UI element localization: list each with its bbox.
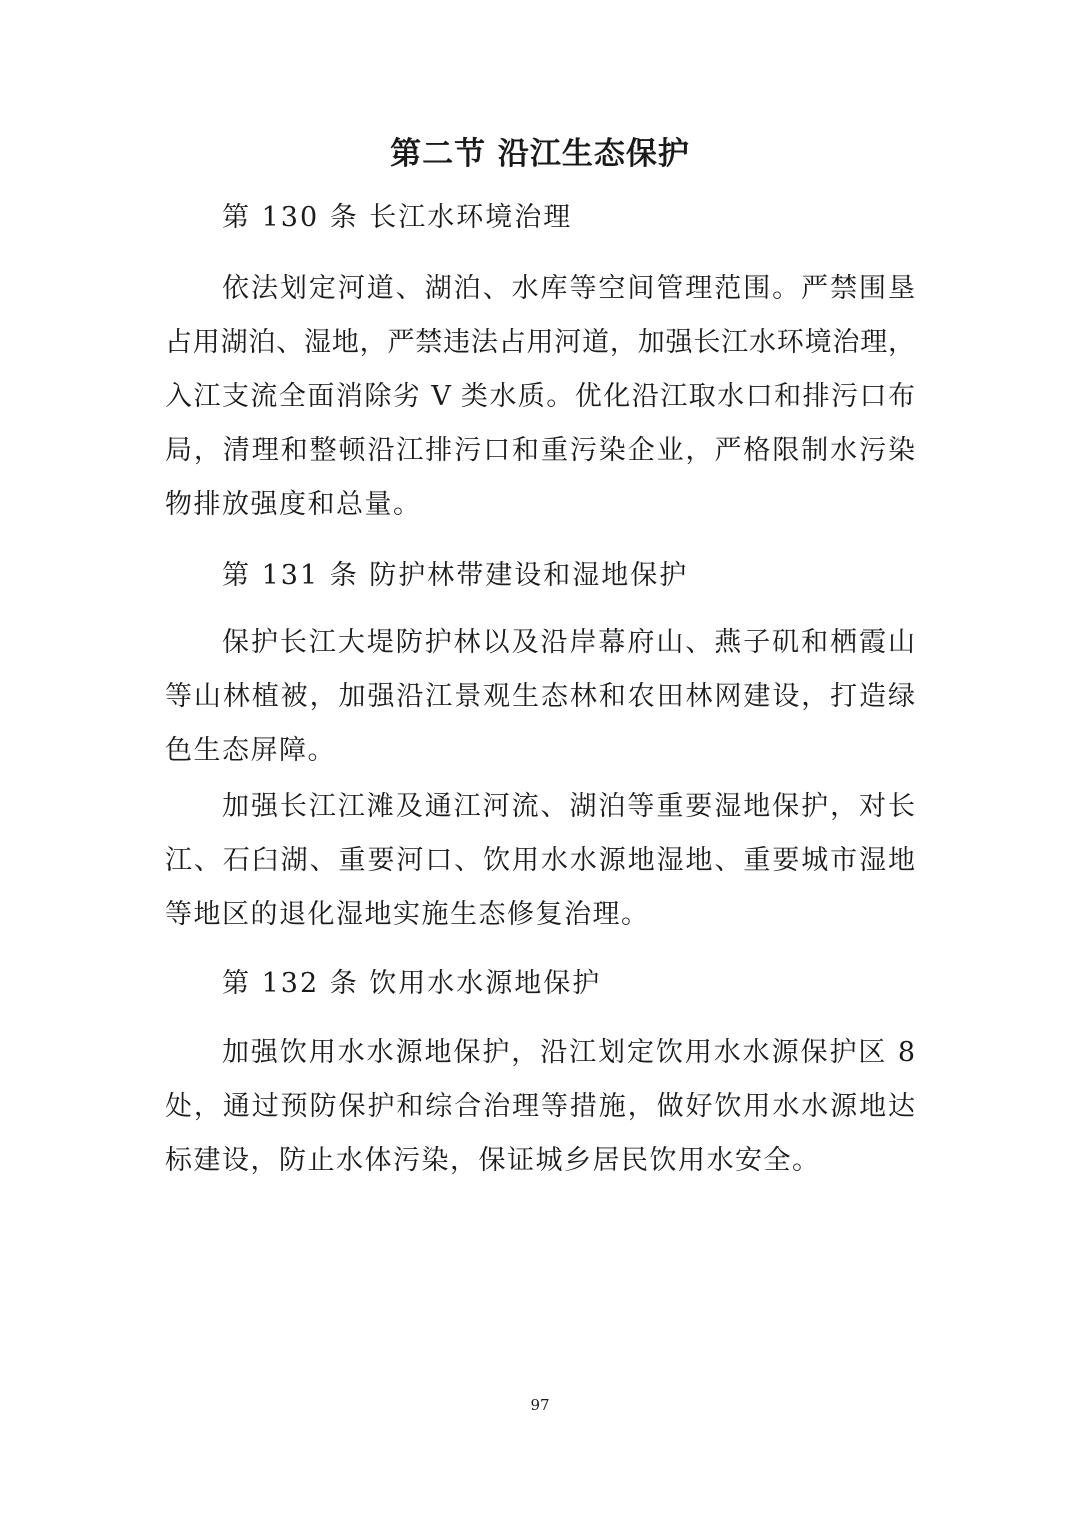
paragraph-line: 局，清理和整顿沿江排污口和重污染企业，严格限制水污染 — [165, 435, 915, 466]
paragraph-line: 江、石臼湖、重要河口、饮用水水源地湿地、重要城市湿地 — [165, 845, 915, 876]
paragraph-line: 等山林植被，加强沿江景观生态林和农田林网建设，打造绿 — [165, 681, 915, 712]
paragraph-line: 物排放强度和总量。 — [165, 489, 422, 520]
article-130-paragraph-1 — [165, 262, 915, 532]
article-131-heading: 第 131 条 防护林带建设和湿地保护 — [222, 560, 689, 591]
paragraph-line: 等地区的退化湿地实施生态修复治理。 — [165, 899, 650, 930]
article-132-paragraph-1 — [165, 1026, 915, 1188]
article-131-paragraph-2 — [165, 780, 915, 942]
paragraph-line: 色生态屏障。 — [165, 735, 336, 766]
article-131-paragraph-1 — [165, 616, 915, 778]
paragraph-line: 加强长江江滩及通江河流、湖泊等重要湿地保护，对长 — [222, 791, 915, 822]
paragraph-line: 入江支流全面消除劣 V 类水质。优化沿江取水口和排污口布 — [165, 381, 915, 412]
paragraph-line: 处，通过预防保护和综合治理等措施，做好饮用水水源地达 — [165, 1091, 915, 1122]
article-130-heading: 第 130 条 长江水环境治理 — [222, 202, 573, 233]
paragraph-line: 加强饮用水水源地保护，沿江划定饮用水水源保护区 8 — [222, 1037, 915, 1068]
paragraph-line: 标建设，防止水体污染，保证城乡居民饮用水安全。 — [165, 1145, 821, 1176]
page-number: 97 — [530, 1396, 550, 1414]
section-title: 第二节 沿江生态保护 — [390, 136, 690, 172]
article-132-heading: 第 132 条 饮用水水源地保护 — [222, 968, 602, 999]
paragraph-line: 保护长江大堤防护林以及沿岸幕府山、燕子矶和栖霞山 — [222, 627, 915, 658]
paragraph-line: 占用湖泊、湿地，严禁违法占用河道，加强长江水环境治理， — [165, 327, 915, 358]
paragraph-line: 依法划定河道、湖泊、水库等空间管理范围。严禁围垦 — [222, 273, 915, 304]
